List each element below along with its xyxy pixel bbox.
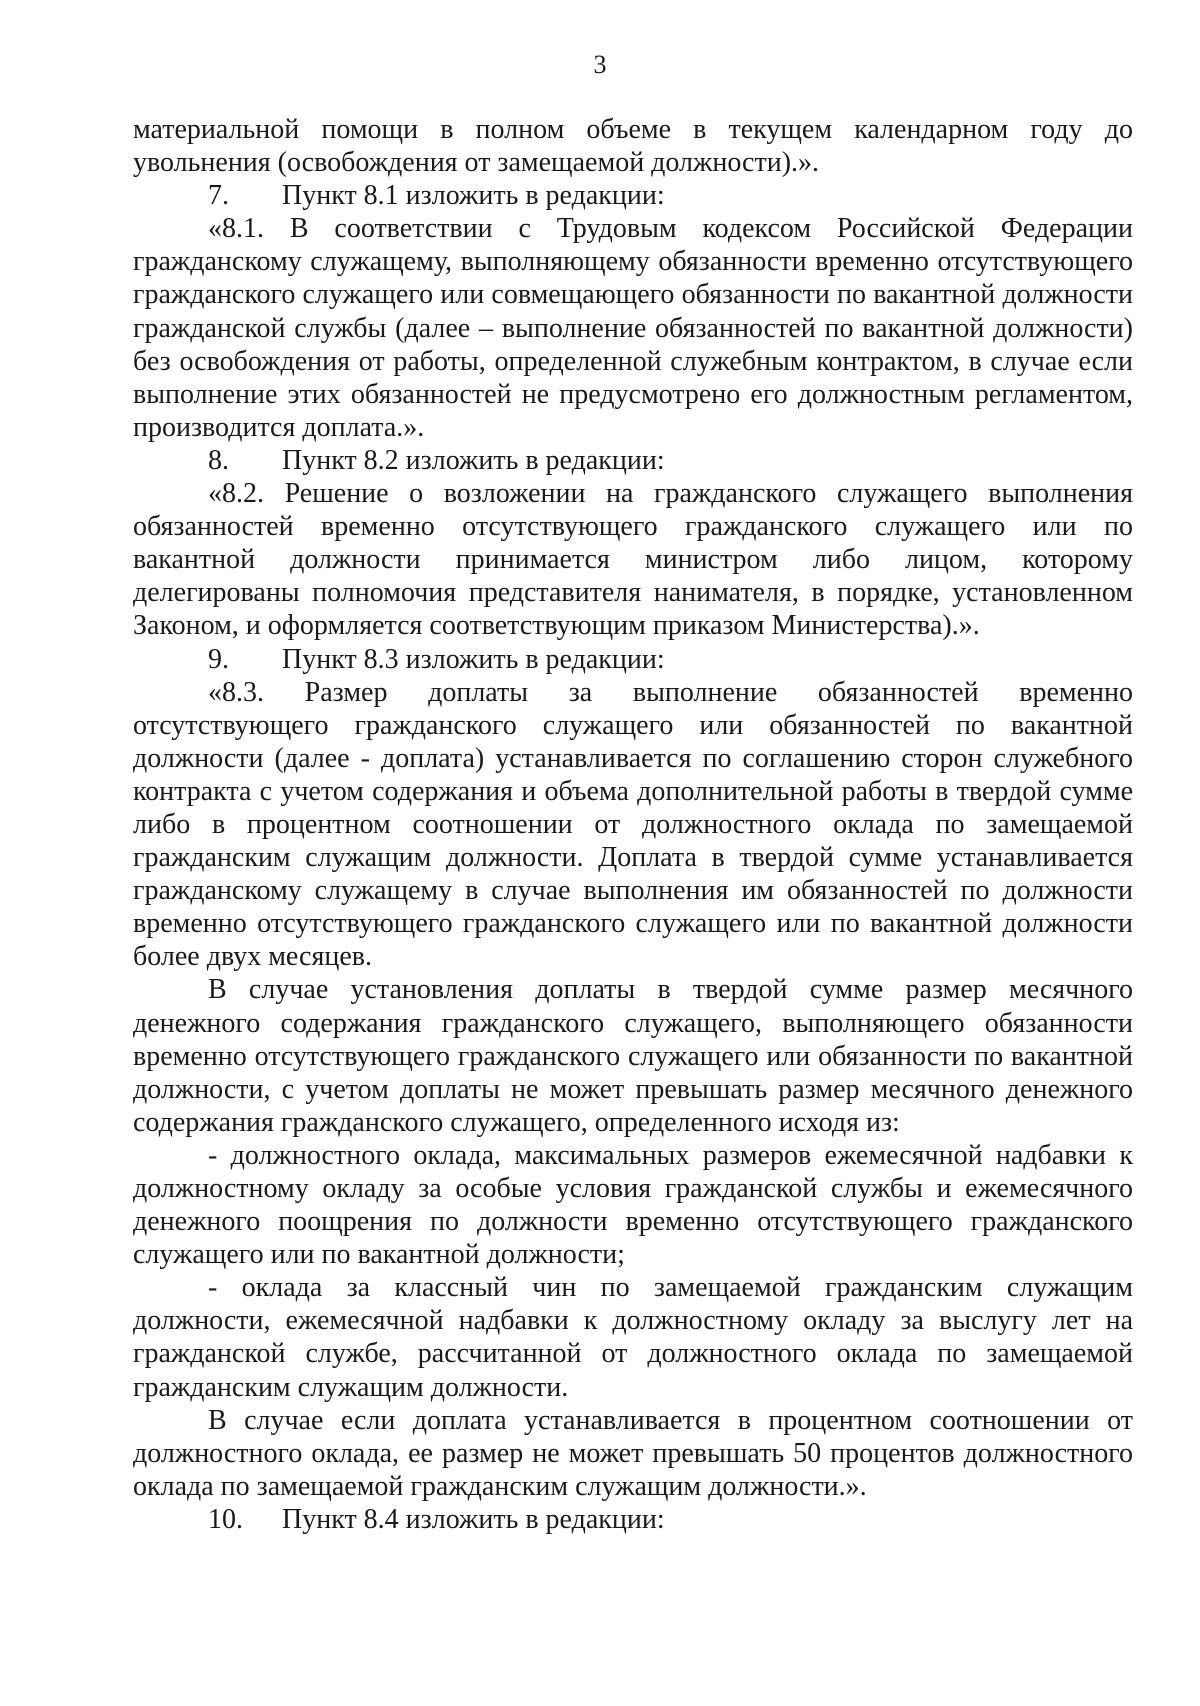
paragraph-8-3: «8.3. Размер доплаты за выполнение обязанностей временно отсутствующего гражданского служащего или обязанностей по вакантной должности (далее - доплата) устанавливается по соглашению сторон служебного контракта с учетом содержания и объема дополнительной работы в твердой сумме либо в процентном соотношении от должностного оклада по замещаемой гражданским служащим должности. Доплата в твердой сумме устанавливается гражданскому служащему в случае выполнения им обязанностей по должности временно отсутствующего гражданского служащего или по вакантной должности более двух месяцев. bbox=[133, 676, 1133, 973]
list-item-number: 10. bbox=[208, 1503, 243, 1535]
list-item-text: Пункт 8.3 изложить в редакции: bbox=[282, 643, 665, 675]
list-item-text: Пункт 8.2 изложить в редакции: bbox=[282, 444, 665, 476]
list-item-text: Пункт 8.1 изложить в редакции: bbox=[282, 180, 665, 212]
document-body bbox=[133, 113, 1133, 1536]
list-item-text: Пункт 8.4 изложить в редакции: bbox=[282, 1503, 665, 1535]
list-item-9 bbox=[133, 643, 1133, 676]
bullet-item-1: - должностного оклада, максимальных размеров ежемесячной надбавки к должностному окладу за особые условия гражданской службы и ежемесячного денежного поощрения по должности временно отсутствующего гражданского служащего или по вакантной должности; bbox=[133, 1139, 1133, 1271]
paragraph-fixed-sum: В случае установления доплаты в твердой сумме размер месячного денежного содержания гражданского служащего, выполняющего обязанности временно отсутствующего гражданского служащего или обязанности по вакантной должности, с учетом доплаты не может превышать размер месячного денежного содержания гражданского служащего, определенного исходя из: bbox=[133, 974, 1133, 1138]
page-number: 3 bbox=[593, 50, 607, 79]
list-item-7 bbox=[133, 179, 1133, 212]
list-item-8 bbox=[133, 444, 1133, 477]
paragraph-8-1: «8.1. В соответствии с Трудовым кодексом Российской Федерации гражданскому служащему, выполняющему обязанности временно отсутствующего гражданского служащего или совмещающего обязанности по вакантной должности гражданской службы (далее – выполнение обязанностей по вакантной должности) без освобождения от работы, определенной служебным контрактом, в случае если выполнение этих обязанностей не предусмотрено его должностным регламентом, производится доплата.». bbox=[133, 213, 1133, 443]
paragraph-8-2: «8.2. Решение о возложении на гражданского служащего выполнения обязанностей временно отсутствующего гражданского служащего или по вакантной должности принимается министром либо лицом, которому делегированы полномочия представителя нанимателя, в порядке, установленном Законом, и оформляется соответствующим приказом Министерства).». bbox=[133, 478, 1133, 642]
paragraph-continuation: материальной помощи в полном объеме в текущем календарном году до увольнения (освобождения от замещаемой должности).». bbox=[133, 114, 1133, 179]
bullet-item-2: - оклада за классный чин по замещаемой гражданским служащим должности, ежемесячной надбавки к должностному окладу за выслугу лет на гражданской службе, рассчитанной от должностного оклада по замещаемой гражданским служащим должности. bbox=[133, 1272, 1133, 1403]
list-item-number: 8. bbox=[208, 444, 229, 476]
list-item-number: 7. bbox=[208, 180, 229, 212]
list-item-10 bbox=[133, 1503, 1133, 1536]
list-item-number: 9. bbox=[208, 643, 229, 675]
paragraph-percent: В случае если доплата устанавливается в процентном соотношении от должностного оклада, ее размер не может превышать 50 процентов должностного оклада по замещаемой гражданским служащим должности.». bbox=[133, 1404, 1133, 1502]
